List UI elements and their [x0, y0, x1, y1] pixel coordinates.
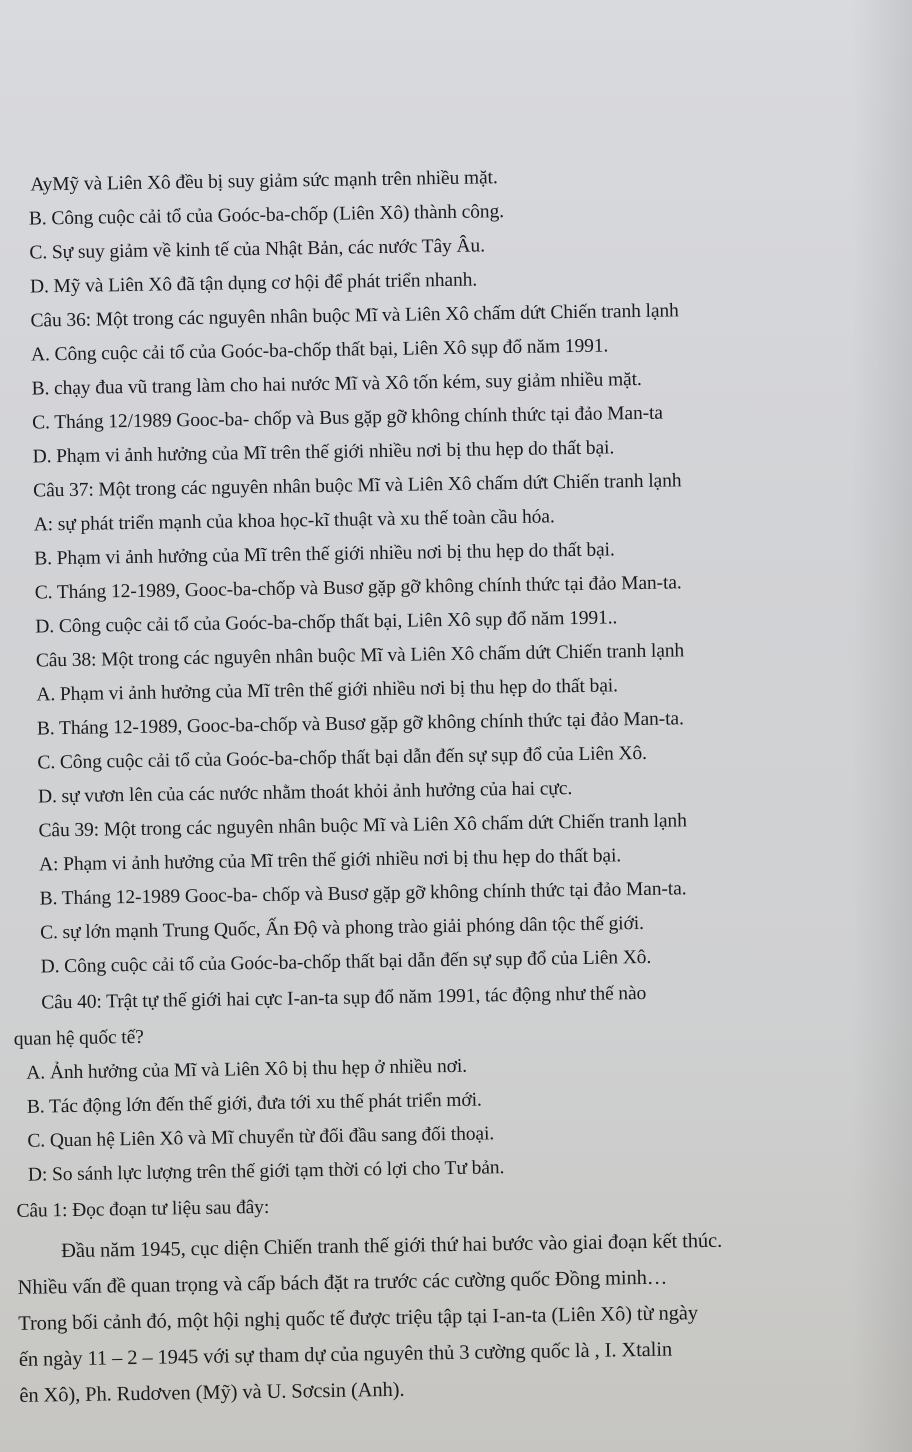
answer-b-q35: B. Công cuộc cải tổ của Goóc-ba-chốp (Liên Xô) thành công.	[28, 201, 505, 230]
answer-d-q40: D: So sánh lực lượng trên thế giới tạm thời có lợi cho Tư bản.	[27, 1157, 505, 1186]
answer-a-q38: A. Phạm vi ảnh hưởng của Mĩ trên thế giới nhiều nơi bị thu hẹp do thất bại.	[36, 675, 619, 706]
answer-d-q37: D. Công cuộc cải tổ của Goóc-ba-chốp thất bại, Liên Xô sụp đổ năm 1991..	[35, 607, 618, 638]
answer-a-q37: A: sự phát triển mạnh của khoa học-kĩ thuật và xu thế toàn cầu hóa.	[33, 506, 555, 536]
answer-d-q38: D. sự vươn lên của các nước nhằm thoát khỏi ảnh hưởng của hai cực.	[37, 778, 573, 808]
passage-line-5: ên Xô), Ph. Rudơven (Mỹ) và U. Sơcsin (Anh).	[19, 1378, 405, 1407]
answer-a-q36: A. Công cuộc cải tổ của Goóc-ba-chốp thất bại, Liên Xô sụp đổ năm 1991.	[30, 335, 609, 366]
answer-d-q36: D. Phạm vi ảnh hưởng của Mĩ trên thế giới nhiều nơi bị thu hẹp do thất bại.	[32, 437, 615, 468]
question-36: Câu 36: Một trong các nguyên nhân buộc Mĩ và Liên Xô chấm dứt Chiến tranh lạnh	[30, 300, 679, 332]
answer-c-q37: C. Tháng 12-1989, Gooc-ba-chốp và Busơ gặp gỡ không chính thức tại đảo Man-ta.	[34, 572, 682, 604]
passage-line-4: ến ngày 11 – 2 – 1945 với sự tham dự của nguyên thủ 3 cường quốc là , I. Xtalin	[18, 1338, 673, 1371]
answer-b-q40: B. Tác động lớn đến thế giới, đưa tới xu thế phát triển mới.	[26, 1089, 482, 1118]
answer-c-q35: C. Sự suy giảm về kinh tế của Nhật Bản, các nước Tây Âu.	[29, 235, 486, 264]
answer-c-q39: C. sự lớn mạnh Trung Quốc, Ấn Độ và phong trào giải phóng dân tộc thế giới.	[39, 912, 645, 944]
answer-d-q39: D. Công cuộc cải tổ của Goóc-ba-chốp thất bại dẫn đến sự sụp đổ của Liên Xô.	[40, 946, 652, 978]
answer-b-q37: B. Phạm vi ảnh hưởng của Mĩ trên thế giới nhiều nơi bị thu hẹp do thất bại.	[34, 539, 615, 570]
answer-a-q35: AyMỹ và Liên Xô đều bị suy giảm sức mạnh trên nhiều mặt.	[30, 167, 498, 196]
question-40: Câu 40: Trật tự thế giới hai cực I-an-ta sụp đổ năm 1991, tác động như thế nào	[41, 982, 647, 1014]
passage-line-1: Đầu năm 1945, cục diện Chiến tranh thế giới thứ hai bước vào giai đoạn kết thúc.	[60, 1229, 723, 1263]
question-38: Câu 38: Một trong các nguyên nhân buộc Mĩ và Liên Xô chấm dứt Chiến tranh lạnh	[35, 640, 685, 672]
answer-b-q39: B. Tháng 12-1989 Gooc-ba- chốp và Busơ gặp gỡ không chính thức tại đảo Man-ta.	[39, 878, 687, 910]
answer-c-q40: C. Quan hệ Liên Xô và Mĩ chuyển từ đối đầu sang đối thoại.	[27, 1123, 495, 1152]
answer-a-q39: A: Phạm vi ảnh hưởng của Mĩ trên thế giới nhiều nơi bị thu hẹp do thất bại.	[38, 845, 622, 876]
answer-b-q38: B. Tháng 12-1989, Gooc-ba-chốp và Busơ gặp gỡ không chính thức tại đảo Man-ta.	[36, 708, 684, 740]
page-shadow	[852, 0, 912, 1452]
question-37: Câu 37: Một trong các nguyên nhân buộc Mĩ và Liên Xô chấm dứt Chiến tranh lạnh	[33, 470, 682, 502]
answer-c-q36: C. Tháng 12/1989 Gooc-ba- chốp và Bus gặp gỡ không chính thức tại đảo Man-ta	[31, 402, 664, 434]
answer-b-q36: B. chạy đua vũ trang làm cho hai nước Mĩ và Xô tốn kém, suy giảm nhiều mặt.	[31, 368, 642, 400]
answer-a-q40: A. Ảnh hưởng của Mĩ và Liên Xô bị thu hẹp ở nhiều nơi.	[26, 1055, 468, 1084]
section-question-1: Câu 1: Đọc đoạn tư liệu sau đây:	[16, 1196, 270, 1222]
question-40-continued: quan hệ quốc tế?	[13, 1026, 144, 1050]
passage-line-3: Trong bối cảnh đó, một hội nghị quốc tế được triệu tập tại I-an-ta (Liên Xô) từ ngày	[18, 1302, 699, 1335]
document-text	[0, 146, 912, 1407]
passage-line-2: Nhiều vấn đề quan trọng và cấp bách đặt ra trước các cường quốc Đồng minh…	[17, 1266, 668, 1299]
answer-c-q38: C. Công cuộc cải tổ của Goóc-ba-chốp thất bại dẫn đến sự sụp đổ của Liên Xô.	[37, 742, 648, 774]
answer-d-q35: D. Mỹ và Liên Xô đã tận dụng cơ hội để phát triển nhanh.	[29, 269, 478, 298]
question-39: Câu 39: Một trong các nguyên nhân buộc Mĩ và Liên Xô chấm dứt Chiến tranh lạnh	[38, 810, 687, 842]
